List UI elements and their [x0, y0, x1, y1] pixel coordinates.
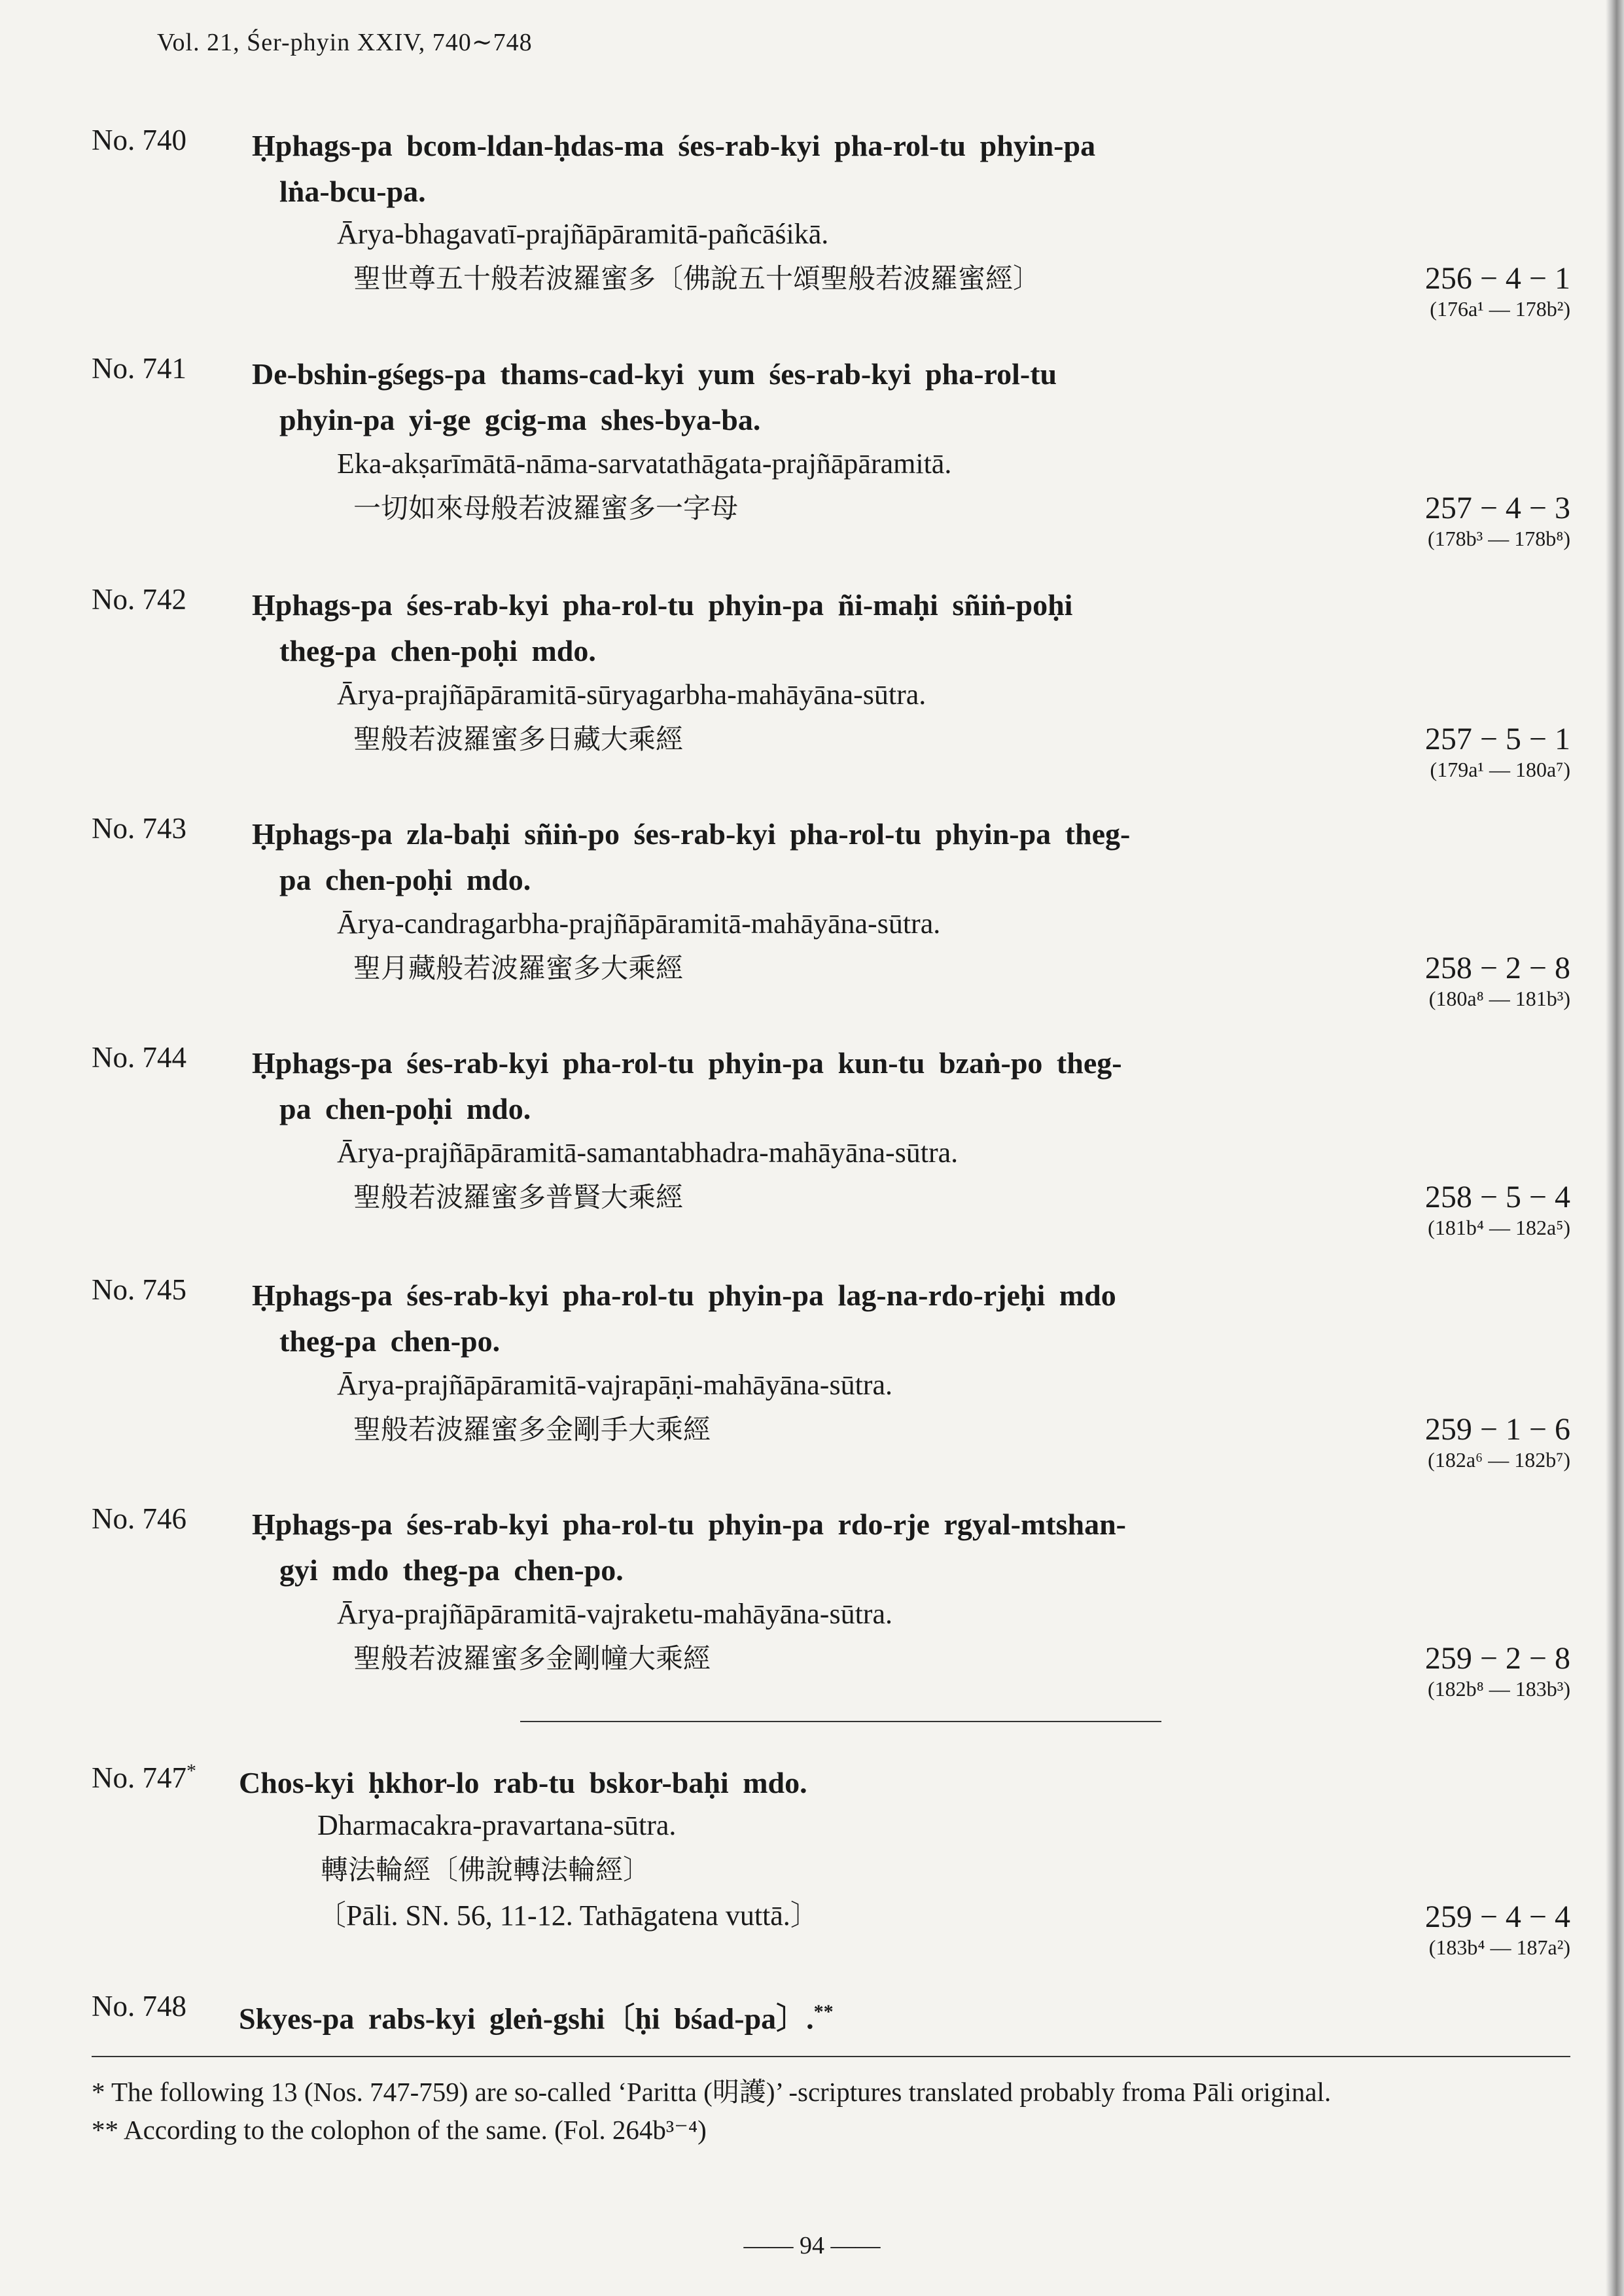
reference-main: 259 − 2 − 8 — [1424, 1641, 1570, 1676]
running-header: Vol. 21, Śer-phyin XXIV, 740∼748 — [157, 29, 533, 56]
sanskrit-title: Ārya-prajñāpāramitā-vajrapāṇi-mahāyāna-sūtra. — [337, 1369, 892, 1401]
reference — [1425, 260, 1570, 321]
sanskrit-title: Ārya-candragarbha-prajñāpāramitā-mahāyāna-sūtra. — [337, 908, 941, 940]
footnote-rule — [92, 2056, 1570, 2057]
section-divider — [520, 1721, 1161, 1722]
entry-title-line2: theg-pa chen-po. — [279, 1324, 501, 1358]
entry-title-line1: Ḥphags-pa śes-rab-kyi pha-rol-tu phyin-pa lag-na-rdo-rjeḥi mdo — [252, 1279, 1116, 1312]
entry-title-line2: gyi mdo theg-pa chen-po. — [279, 1553, 624, 1587]
entry-number: No. 744 — [92, 1041, 186, 1074]
footnote-marker: ** — [813, 2001, 834, 2022]
pali-reference: 〔Pāli. SN. 56, 11-12. Tathāgatena vuttā.〕 — [317, 1899, 819, 1932]
entry-title — [252, 582, 1417, 674]
entry-title-line1: Ḥphags-pa śes-rab-kyi pha-rol-tu phyin-pa kun-tu bzaṅ-po theg- — [252, 1046, 1122, 1080]
entry-title: Chos-kyi ḥkhor-lo rab-tu bskor-baḥi mdo. — [239, 1766, 807, 1799]
entry-number: No. 746 — [92, 1502, 186, 1535]
reference-folio: (182b⁸ — 183b³) — [1427, 1677, 1570, 1701]
reference-folio: (176a¹ — 178b²) — [1430, 297, 1570, 321]
reference-folio: (183b⁴ — 187a²) — [1428, 1935, 1570, 1959]
chinese-title: 轉法輪經〔佛說轉法輪經〕 — [321, 1854, 651, 1886]
reference — [1425, 1179, 1570, 1239]
entry-title-line2: lṅa-bcu-pa. — [279, 175, 426, 208]
chinese-title: 聖般若波羅蜜多金剛手大乘經 — [353, 1413, 711, 1445]
entry-title: Skyes-pa rabs-kyi gleṅ-gshi〔ḥi bśad-pa〕.** — [239, 2001, 834, 2036]
chinese-title: 聖月藏般若波羅蜜多大乘經 — [353, 952, 684, 984]
reference — [1425, 950, 1570, 1010]
entry-title-line2: pa chen-poḥi mdo. — [279, 1092, 531, 1125]
entry-number: No. 745 — [92, 1273, 186, 1306]
reference — [1425, 1411, 1570, 1472]
entry-title-line2: phyin-pa yi-ge gcig-ma shes-bya-ba. — [279, 403, 761, 436]
reference-main: 258 − 2 − 8 — [1424, 951, 1570, 985]
chinese-title: 聖般若波羅蜜多日藏大乘經 — [353, 723, 684, 755]
reference-main: 257 − 5 − 1 — [1424, 722, 1570, 756]
reference-main: 258 − 5 − 4 — [1424, 1180, 1570, 1214]
sanskrit-title: Dharmacakra-pravartana-sūtra. — [317, 1809, 677, 1841]
entry-title — [252, 123, 1417, 215]
chinese-title: 聖般若波羅蜜多金剛幢大乘經 — [353, 1642, 711, 1674]
reference — [1425, 1899, 1570, 1959]
entry-number: No. 748 — [92, 1990, 186, 2022]
footnotes — [92, 2073, 1557, 2149]
entry-title — [252, 351, 1417, 443]
reference-main: 256 − 4 − 1 — [1424, 261, 1570, 296]
scan-edge — [1606, 0, 1624, 2296]
page-number: —— 94 —— — [743, 2232, 881, 2259]
entry-number: No. 742 — [92, 583, 186, 616]
reference-folio: (182a⁶ — 182b⁷) — [1428, 1448, 1570, 1472]
sanskrit-title: Eka-akṣarīmātā-nāma-sarvatathāgata-prajñāpāramitā. — [337, 448, 952, 480]
entry-number: No. 740 — [92, 124, 186, 156]
entry-title-line1: Ḥphags-pa bcom-ldan-ḥdas-ma śes-rab-kyi pha-rol-tu phyin-pa — [252, 129, 1096, 162]
reference-folio: (180a⁸ — 181b³) — [1428, 987, 1570, 1010]
chinese-title: 聖世尊五十般若波羅蜜多〔佛說五十頌聖般若波羅蜜經〕 — [353, 262, 1041, 294]
entry-title-line2: theg-pa chen-poḥi mdo. — [279, 634, 596, 667]
entry-title — [252, 1040, 1417, 1132]
entry-number: No. 747* — [92, 1760, 196, 1794]
reference-main: 259 − 1 − 6 — [1424, 1412, 1570, 1447]
reference-folio: (178b³ — 178b⁸) — [1427, 527, 1570, 550]
entry-title-line2: pa chen-poḥi mdo. — [279, 863, 531, 896]
entry-title — [252, 811, 1417, 903]
sanskrit-title: Ārya-prajñāpāramitā-samantabhadra-mahāyāna-sūtra. — [337, 1137, 959, 1169]
footnote-2: ** According to the colophon of the same. (Fol. 264b³⁻⁴) — [92, 2115, 707, 2145]
footnote-1: * The following 13 (Nos. 747-759) are so-called ‘Paritta (明護)’ -scriptures translated probably froma Pāli original. — [92, 2077, 1332, 2107]
reference — [1425, 721, 1570, 781]
entry-title-line1: Ḥphags-pa śes-rab-kyi pha-rol-tu phyin-pa rdo-rje rgyal-mtshan- — [252, 1508, 1126, 1541]
entry-title-line1: Ḥphags-pa śes-rab-kyi pha-rol-tu phyin-pa ñi-maḥi sñiṅ-poḥi — [252, 588, 1073, 622]
reference — [1425, 1640, 1570, 1701]
footnote-marker: * — [186, 1760, 196, 1782]
entry-title — [252, 1273, 1417, 1364]
chinese-title: 聖般若波羅蜜多普賢大乘經 — [353, 1181, 684, 1213]
entry-title-line1: De-bshin-gśegs-pa thams-cad-kyi yum śes-rab-kyi pha-rol-tu — [252, 357, 1057, 391]
sanskrit-title: Ārya-prajñāpāramitā-sūryagarbha-mahāyāna-sūtra. — [337, 679, 927, 711]
reference — [1425, 490, 1570, 550]
sanskrit-title: Ārya-bhagavatī-prajñāpāramitā-pañcāśikā. — [337, 218, 829, 250]
reference-main: 259 − 4 − 4 — [1424, 1899, 1570, 1934]
chinese-title: 一切如來母般若波羅蜜多一字母 — [353, 492, 739, 524]
entry-title-line1: Ḥphags-pa zla-baḥi sñiṅ-po śes-rab-kyi pha-rol-tu phyin-pa theg- — [252, 817, 1131, 851]
entry-number: No. 743 — [92, 812, 186, 845]
entry-title — [252, 1502, 1417, 1593]
entry-number: No. 741 — [92, 352, 186, 385]
reference-folio: (179a¹ — 180a⁷) — [1430, 758, 1570, 781]
sanskrit-title: Ārya-prajñāpāramitā-vajraketu-mahāyāna-sūtra. — [337, 1598, 892, 1630]
reference-folio: (181b⁴ — 182a⁵) — [1428, 1216, 1570, 1239]
reference-main: 257 − 4 − 3 — [1424, 491, 1570, 525]
